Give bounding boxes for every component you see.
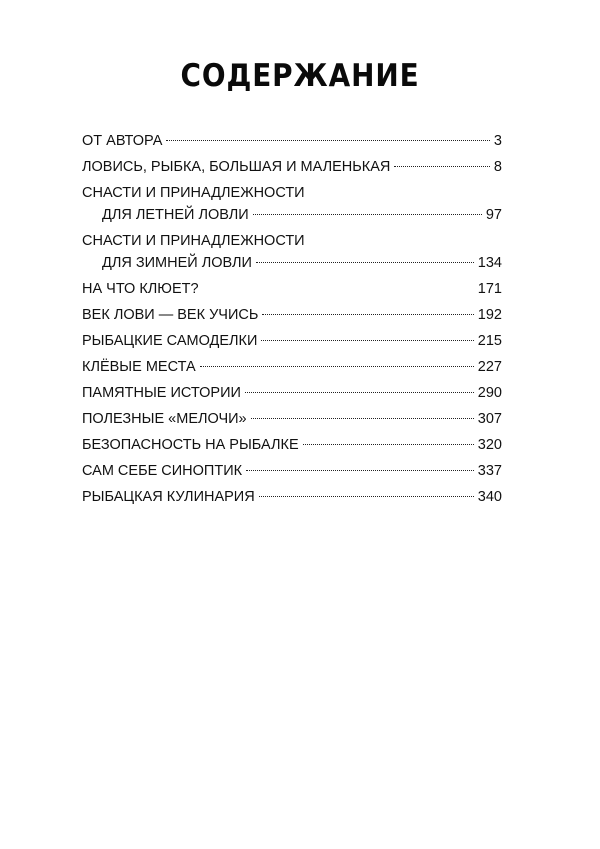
toc-entry-title: СНАСТИ И ПРИНАДЛЕЖНОСТИ <box>82 185 305 201</box>
toc-entry-weather[interactable] <box>82 460 502 482</box>
toc-entry-title: РЫБАЦКАЯ КУЛИНАРИЯ <box>82 489 255 505</box>
dot-leader <box>253 214 482 215</box>
toc-page-number: 171 <box>477 281 502 297</box>
dot-leader <box>394 166 490 167</box>
dot-leader <box>246 470 474 471</box>
toc-page-number: 97 <box>485 207 502 223</box>
toc-entry-safety[interactable] <box>82 434 502 456</box>
dot-leader <box>245 392 474 393</box>
dot-leader <box>256 262 474 263</box>
toc-page-number: 192 <box>477 307 502 323</box>
dot-leader <box>251 418 474 419</box>
toc-entry-title: ВЕК ЛОВИ — ВЕК УЧИСЬ <box>82 307 259 323</box>
toc-page-number: 290 <box>477 385 502 401</box>
toc-page-number: 8 <box>493 159 502 175</box>
toc-entry-title: БЕЗОПАСНОСТЬ НА РЫБАЛКЕ <box>82 437 299 453</box>
toc-entry-title: РЫБАЦКИЕ САМОДЕЛКИ <box>82 333 258 349</box>
toc-page-number: 307 <box>477 411 502 427</box>
toc-entry-fishing-spots[interactable] <box>82 356 502 378</box>
toc-entry-title: НА ЧТО КЛЮЕТ? <box>82 281 199 297</box>
toc-entry-learn-forever[interactable] <box>82 304 502 326</box>
dot-leader <box>166 140 490 141</box>
toc-entry-title: СНАСТИ И ПРИНАДЛЕЖНОСТИ <box>82 233 305 249</box>
dot-leader <box>303 444 474 445</box>
table-of-contents <box>82 130 502 512</box>
toc-entry-summer-gear[interactable] <box>82 182 502 226</box>
toc-entry-title: САМ СЕБЕ СИНОПТИК <box>82 463 243 479</box>
toc-page-number: 215 <box>477 333 502 349</box>
toc-entry-useful-trifles[interactable] <box>82 408 502 430</box>
dot-leader <box>200 366 474 367</box>
toc-page-number: 227 <box>477 359 502 375</box>
toc-entry-homemade-gear[interactable] <box>82 330 502 352</box>
dot-leader <box>203 288 474 289</box>
toc-entry-winter-gear[interactable] <box>82 230 502 274</box>
toc-entry-catch-fish[interactable] <box>82 156 502 178</box>
toc-entry-cooking[interactable] <box>82 486 502 508</box>
toc-entry-title-continuation: ДЛЯ ЛЕТНЕЙ ЛОВЛИ <box>102 207 249 223</box>
toc-page-number: 340 <box>477 489 502 505</box>
toc-entry-title: КЛЁВЫЕ МЕСТА <box>82 359 196 375</box>
toc-entry-title: ОТ АВТОРА <box>82 133 163 149</box>
dot-leader <box>259 496 474 497</box>
toc-entry-memorable-stories[interactable] <box>82 382 502 404</box>
toc-entry-title: ПОЛЕЗНЫЕ «МЕЛОЧИ» <box>82 411 247 427</box>
toc-entry-title: ЛОВИСЬ, РЫБКА, БОЛЬШАЯ И МАЛЕНЬКАЯ <box>82 159 391 175</box>
dot-leader <box>261 340 473 341</box>
toc-entry-what-bites[interactable] <box>82 278 502 300</box>
dot-leader <box>262 314 473 315</box>
page-title: СОДЕРЖАНИЕ <box>180 58 420 94</box>
toc-page-number: 337 <box>477 463 502 479</box>
toc-entry-from-author[interactable] <box>82 130 502 152</box>
toc-entry-title: ПАМЯТНЫЕ ИСТОРИИ <box>82 385 241 401</box>
toc-page-number: 320 <box>477 437 502 453</box>
toc-entry-title-continuation: ДЛЯ ЗИМНЕЙ ЛОВЛИ <box>102 255 252 271</box>
toc-page-number: 134 <box>477 255 502 271</box>
toc-page-number: 3 <box>493 133 502 149</box>
